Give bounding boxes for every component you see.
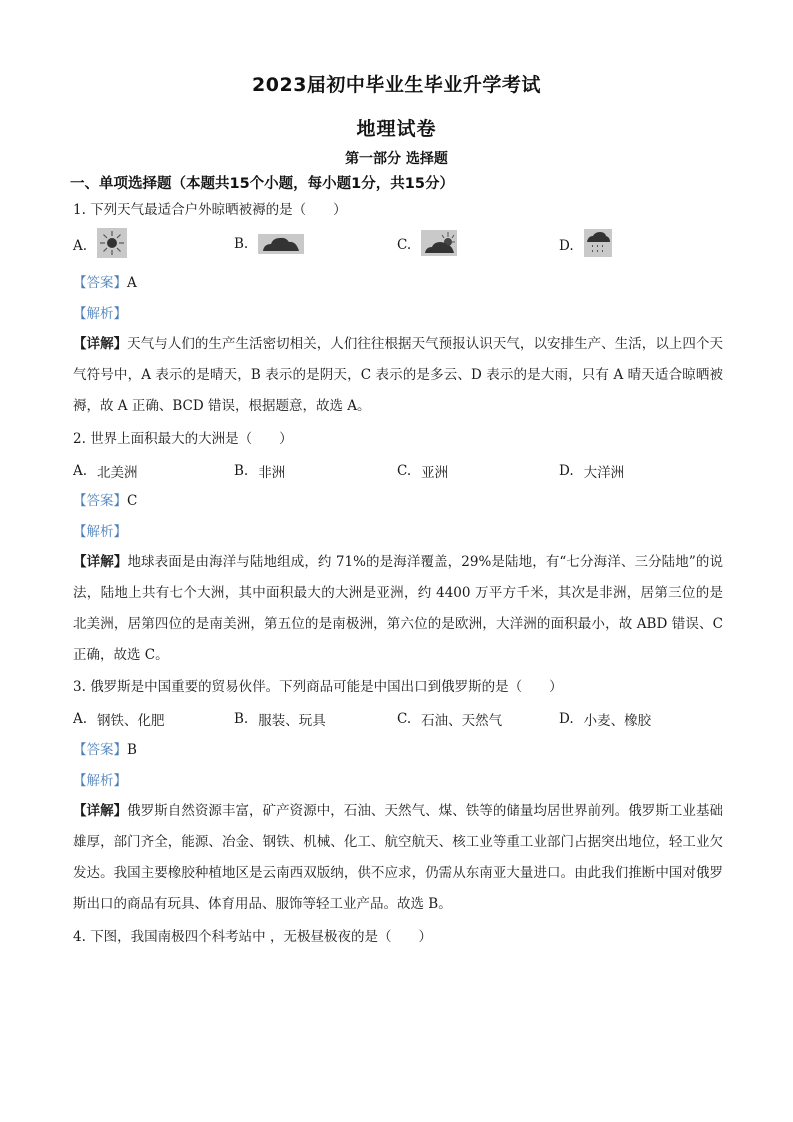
answer-label: 【答案】 [73,742,127,758]
answer-value: A [127,275,137,291]
question-1-answer [73,274,137,292]
option-text: 石油、天然气 [421,713,503,729]
answer-value: C [127,493,138,509]
section-title: 一、单项选择题（本题共15个小题，每小题1分，共15分） [70,176,454,192]
answer-label: 【答案】 [73,493,127,509]
option-text: 小麦、橡胶 [583,713,652,729]
option-text: 大洋洲 [583,465,625,481]
option-b[interactable] [234,709,326,729]
question-2-options [73,461,733,481]
question-4-stem [73,928,432,946]
option-d[interactable] [559,234,612,257]
option-label: C. [397,711,412,727]
detail-text: 地球表面是由海洋与陆地组成，约 71%的是海洋覆盖，29%是陆地，有“七分海洋、三分陆地”的说法，陆地上共有七个大洲，其中面积最大的大洲是亚洲，约 4400 万平方千米，其次是非洲，居第三位的是北美洲，居第四位的是南美洲，第五位的是南极洲，第六位的是欧洲，大洋洲的面积最小，故 ABD 错误、C 正确，故选 C。 [73,554,724,663]
option-label: C. [397,463,412,479]
heavy-rain-icon [584,229,612,257]
option-a[interactable] [73,709,165,729]
overcast-cloud-icon [258,234,304,254]
question-1-detail [73,329,723,422]
detail-label: 【详解】 [73,554,128,570]
question-text: 俄罗斯是中国重要的贸易伙伴。下列商品可能是中国出口到俄罗斯的是（ ） [90,679,563,695]
question-2-analysis-label: 【解析】 [73,524,127,540]
question-1-analysis-label: 【解析】 [73,306,127,322]
option-text: 服装、玩具 [258,713,326,729]
question-2-stem [73,430,293,448]
question-number: 3. [73,679,86,695]
question-text: 下列天气最适合户外晾晒被褥的是（ ） [90,202,347,218]
option-text: 亚洲 [421,465,449,481]
question-3-answer [73,741,137,759]
partly-cloudy-icon [421,230,457,256]
question-text: 世界上面积最大的大洲是（ ） [90,431,293,447]
option-text: 钢铁、化肥 [97,713,165,729]
exam-title: 2023届初中毕业生毕业升学考试 [252,74,541,96]
option-label: A. [73,238,88,254]
option-d[interactable] [559,709,651,729]
option-label: A. [73,463,88,479]
option-b[interactable] [234,461,285,481]
option-c[interactable] [397,709,502,729]
detail-label: 【详解】 [73,803,128,819]
option-label: D. [559,237,574,254]
option-label: B. [234,463,249,479]
answer-label: 【答案】 [73,275,127,291]
detail-text: 天气与人们的生产生活密切相关，人们往往根据天气预报认识天气，以安排生产、生活，以上四个天气符号中，A 表示的是晴天，B 表示的是阴天，C 表示的是多云、D 表示的是大雨，只有 A 晴天适合晾晒被褥，故 A 正确、BCD 错误，根据题意，故选 A。 [73,336,724,414]
question-text: 下图，我国南极四个科考站中 ，无极昼极夜的是（ ） [90,929,432,945]
question-1-stem [73,201,347,219]
option-text: 北美洲 [97,465,138,481]
question-number: 4. [73,929,86,945]
question-number: 1. [73,202,86,218]
option-label: C. [397,237,412,253]
question-2-detail [73,547,723,671]
question-number: 2. [73,431,86,447]
question-3-detail [73,796,723,920]
option-d[interactable] [559,461,624,481]
subject-title: 地理试卷 [356,118,437,140]
option-b[interactable] [234,234,304,254]
answer-value: B [127,742,137,758]
option-label: A. [73,711,88,727]
option-a[interactable] [73,461,138,481]
question-1-options [73,234,733,254]
option-c[interactable] [397,234,457,256]
option-text: 非洲 [258,465,286,481]
option-label: D. [559,463,574,479]
question-3-options [73,709,733,729]
sunny-icon [97,228,127,258]
detail-label: 【详解】 [73,336,128,352]
option-a[interactable] [73,234,127,258]
option-label: D. [559,711,574,727]
question-3-stem [73,678,563,696]
option-label: B. [234,236,249,252]
option-c[interactable] [397,461,448,481]
question-3-analysis-label: 【解析】 [73,773,127,789]
question-2-answer [73,492,137,510]
option-label: B. [234,711,249,727]
part-title: 第一部分 选择题 [345,151,448,167]
detail-text: 俄罗斯自然资源丰富，矿产资源中，石油、天然气、煤、铁等的储量均居世界前列。俄罗斯工业基础雄厚，部门齐全，能源、冶金、钢铁、机械、化工、航空航天、核工业等重工业部门占据突出地位，轻工业欠发达。我国主要橡胶种植地区是云南西双版纳，供不应求，仍需从东南亚大量进口。由此我们推断中国对俄罗斯出口的商品有玩具、体育用品、服饰等轻工业产品。故选 B。 [73,803,724,912]
